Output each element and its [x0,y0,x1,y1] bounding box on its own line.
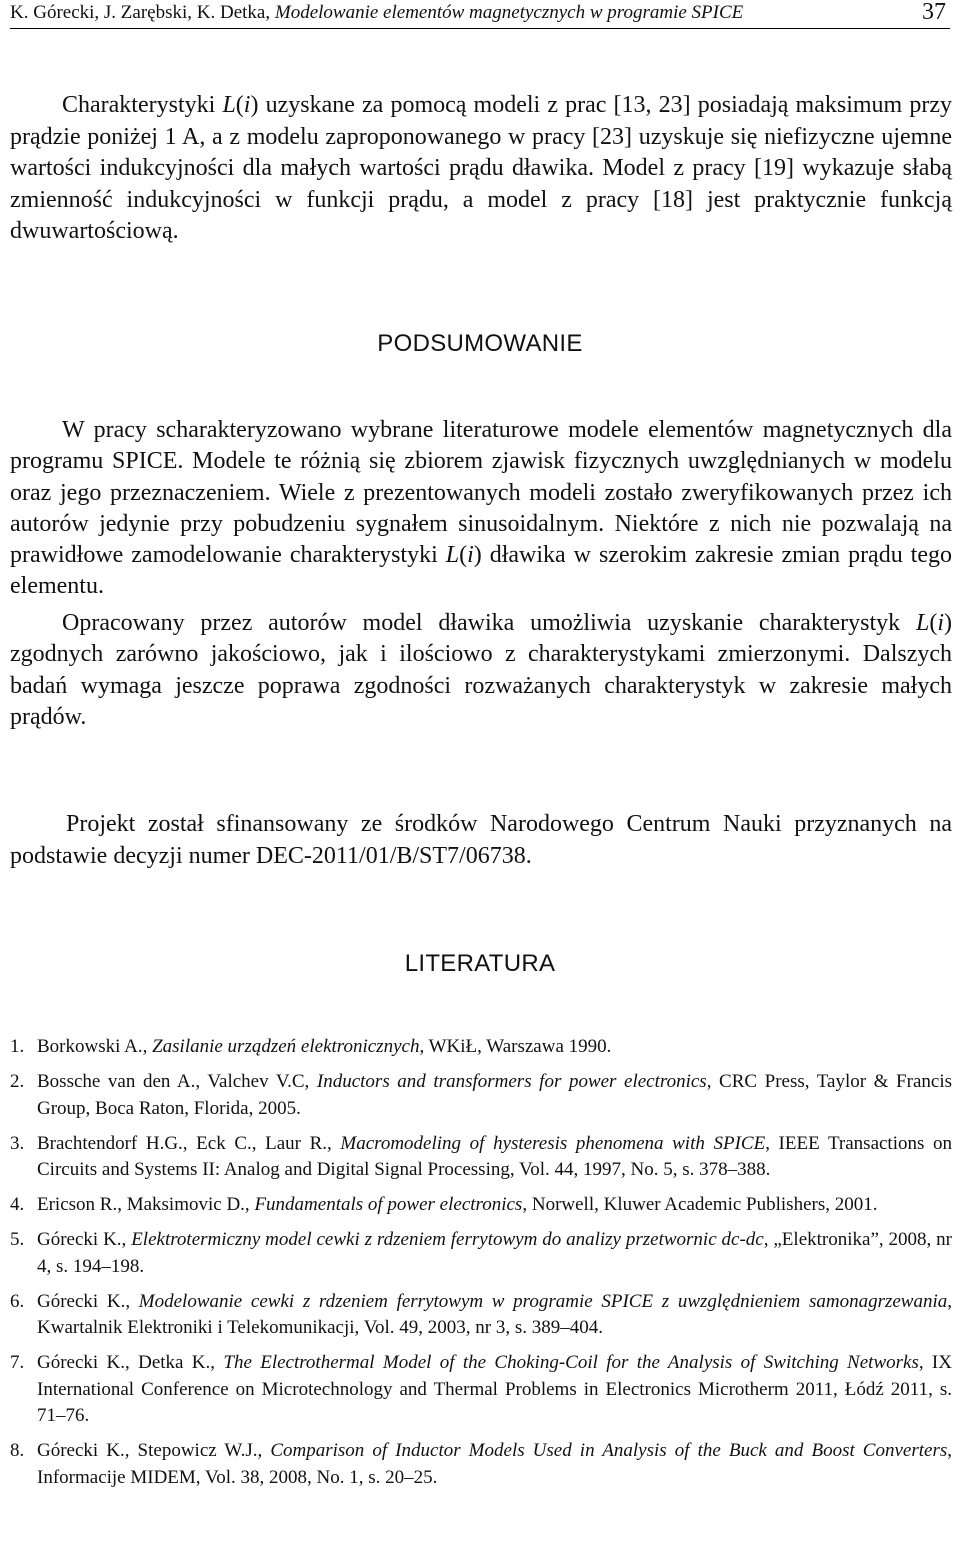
paragraph-model [10,608,952,733]
text-run: ( [459,542,468,569]
reference-number: 2. [10,1071,25,1092]
header-citation [10,2,743,24]
reference-number: 5. [10,1229,25,1250]
paragraph-funding: Projekt został sfinansowany ze środków Narodowego Centrum Nauki przyznanych na podstawie decyzji numer DEC-2011/01/B/ST7/06738. [10,811,952,869]
reference-number: 3. [10,1132,25,1154]
reference-details: , Kwartalnik Elektroniki i Telekomunikacji, Vol. 49, 2003, nr 3, s. 389–404. [37,1290,952,1338]
symbol-L: L [445,542,460,569]
reference-item [10,1069,952,1122]
reference-title: Fundamentals of power electronics [254,1194,523,1215]
reference-authors: Bossche van den A., Valchev V.C, [37,1071,317,1092]
reference-details: , Informacije MIDEM, Vol. 38, 2008, No. 1, s. 20–25. [37,1440,952,1488]
reference-number: 6. [10,1290,25,1312]
text-run: Opracowany przez autorów model dławika umożliwia uzyskanie charakterystyk [62,610,916,636]
heading-literature: LITERATURA [404,950,556,977]
reference-authors: Ericson R., Maksimovic D., [37,1194,255,1215]
reference-number: 7. [10,1352,25,1373]
reference-authors: Borkowski A., [37,1036,153,1057]
symbol-i: i [467,542,474,569]
text-run: Charakterystyki [62,92,223,118]
text-run: ( [929,610,938,636]
paragraph-summary [10,415,952,603]
reference-authors: Górecki K., Stepowicz W.J., [37,1440,271,1461]
reference-title: The Electrothermal Model of the Choking-Coil for the Analysis of Switching Networks [223,1352,919,1373]
reference-number: 1. [10,1036,25,1057]
reference-title: Macromodeling of hysteresis phenomena with SPICE [340,1132,766,1154]
reference-item [10,1034,952,1061]
page-number: 37 [922,0,946,25]
reference-item [10,1131,952,1184]
reference-list [10,1034,952,1500]
reference-authors: Górecki K., Detka K., [37,1352,224,1373]
reference-authors: Górecki K., [37,1229,132,1250]
reference-details: , Norwell, Kluwer Academic Publishers, 2001. [522,1194,878,1215]
heading-summary: PODSUMOWANIE [377,330,583,357]
text-run: ) uzyskane za pomocą modeli z prac [13, 23] posiadają maksimum przy prądzie poniżej 1 A, a z modelu zaproponowanego w pracy [23] uzyskuje się niefizyczne ujemne wartości indukcyjności dla małych wartości prądu dławika. Model z pracy [19] wykazuje słabą zmienność indukcyjności w funkcji prądu, a model z pracy [18] jest praktycznie funkcją dwuwartościową. [10,92,952,244]
reference-title: Modelowanie cewki z rdzeniem ferrytowym w programie SPICE z uwzględnieniem samonagrzewania [138,1290,948,1312]
reference-details: , IEEE Transactions on Circuits and Systems II: Analog and Digital Signal Processing, Vol. 44, 1997, No. 5, s. 378–388. [37,1132,953,1180]
reference-details: , WKiŁ, Warszawa 1990. [419,1036,612,1057]
reference-item [10,1438,952,1491]
symbol-i: i [243,92,251,118]
reference-item [10,1350,952,1430]
symbol-i: i [937,610,944,636]
text-run: W pracy scharakteryzowano wybrane literaturowe modele elementów magnetycznych dla programu SPICE. Modele te różnią się zbiorem zjawisk fizycznych uwzględnianych w modelu oraz jego przeznaczeniem. Wiele z prezentowanych modeli zostało zweryfikowanych przez ich autorów jedynie przy pobudzeniu sygnałem sinusoidalnym. Niektóre z nich nie pozwalają na prawidłowe zamodelowanie charakterystyki [10,417,952,569]
paragraph-intro [10,90,952,248]
reference-title: Elektrotermiczny model cewki z rdzeniem ferrytowym do analizy przetwornic dc-dc [131,1229,764,1250]
reference-number: 4. [10,1194,25,1215]
reference-title: Zasilanie urządzeń elektronicznych [152,1036,420,1057]
reference-authors: Brachtendorf H.G., Eck C., Laur R., [37,1132,341,1154]
symbol-L: L [915,610,930,636]
reference-title: Comparison of Inductor Models Used in Analysis of the Buck and Boost Converters [270,1440,948,1461]
reference-item [10,1227,952,1280]
text-run: ) zgodnych zarówno jakościowo, jak i ilościowo z charakterystykami zmierzonymi. Dalszych badań wymaga jeszcze poprawa zgodności rozważanych charakterystyk w zakresie małych prądów. [10,610,952,730]
reference-item [10,1192,952,1219]
symbol-L: L [222,92,236,118]
reference-details: , „Elektronika”, 2008, nr 4, s. 194–198. [37,1229,952,1277]
running-header [10,0,950,29]
header-authors: K. Górecki, J. Zarębski, K. Detka, [10,2,271,23]
reference-authors: Górecki K., [37,1290,139,1312]
reference-details: , CRC Press, Taylor & Francis Group, Boca Raton, Florida, 2005. [37,1071,952,1119]
reference-title: Inductors and transformers for power electronics [316,1071,707,1092]
text-run: ( [235,92,244,118]
reference-item [10,1289,952,1342]
reference-number: 8. [10,1440,25,1461]
reference-details: , IX International Conference on Microtechnology and Thermal Problems in Electronics Microtherm 2011, Łódź 2011, s. 71–76. [37,1352,952,1426]
text-run: ) dławika w szerokim zakresie zmian prądu tego elementu. [10,542,952,600]
header-title: Modelowanie elementów magnetycznych w programie SPICE [274,2,744,23]
